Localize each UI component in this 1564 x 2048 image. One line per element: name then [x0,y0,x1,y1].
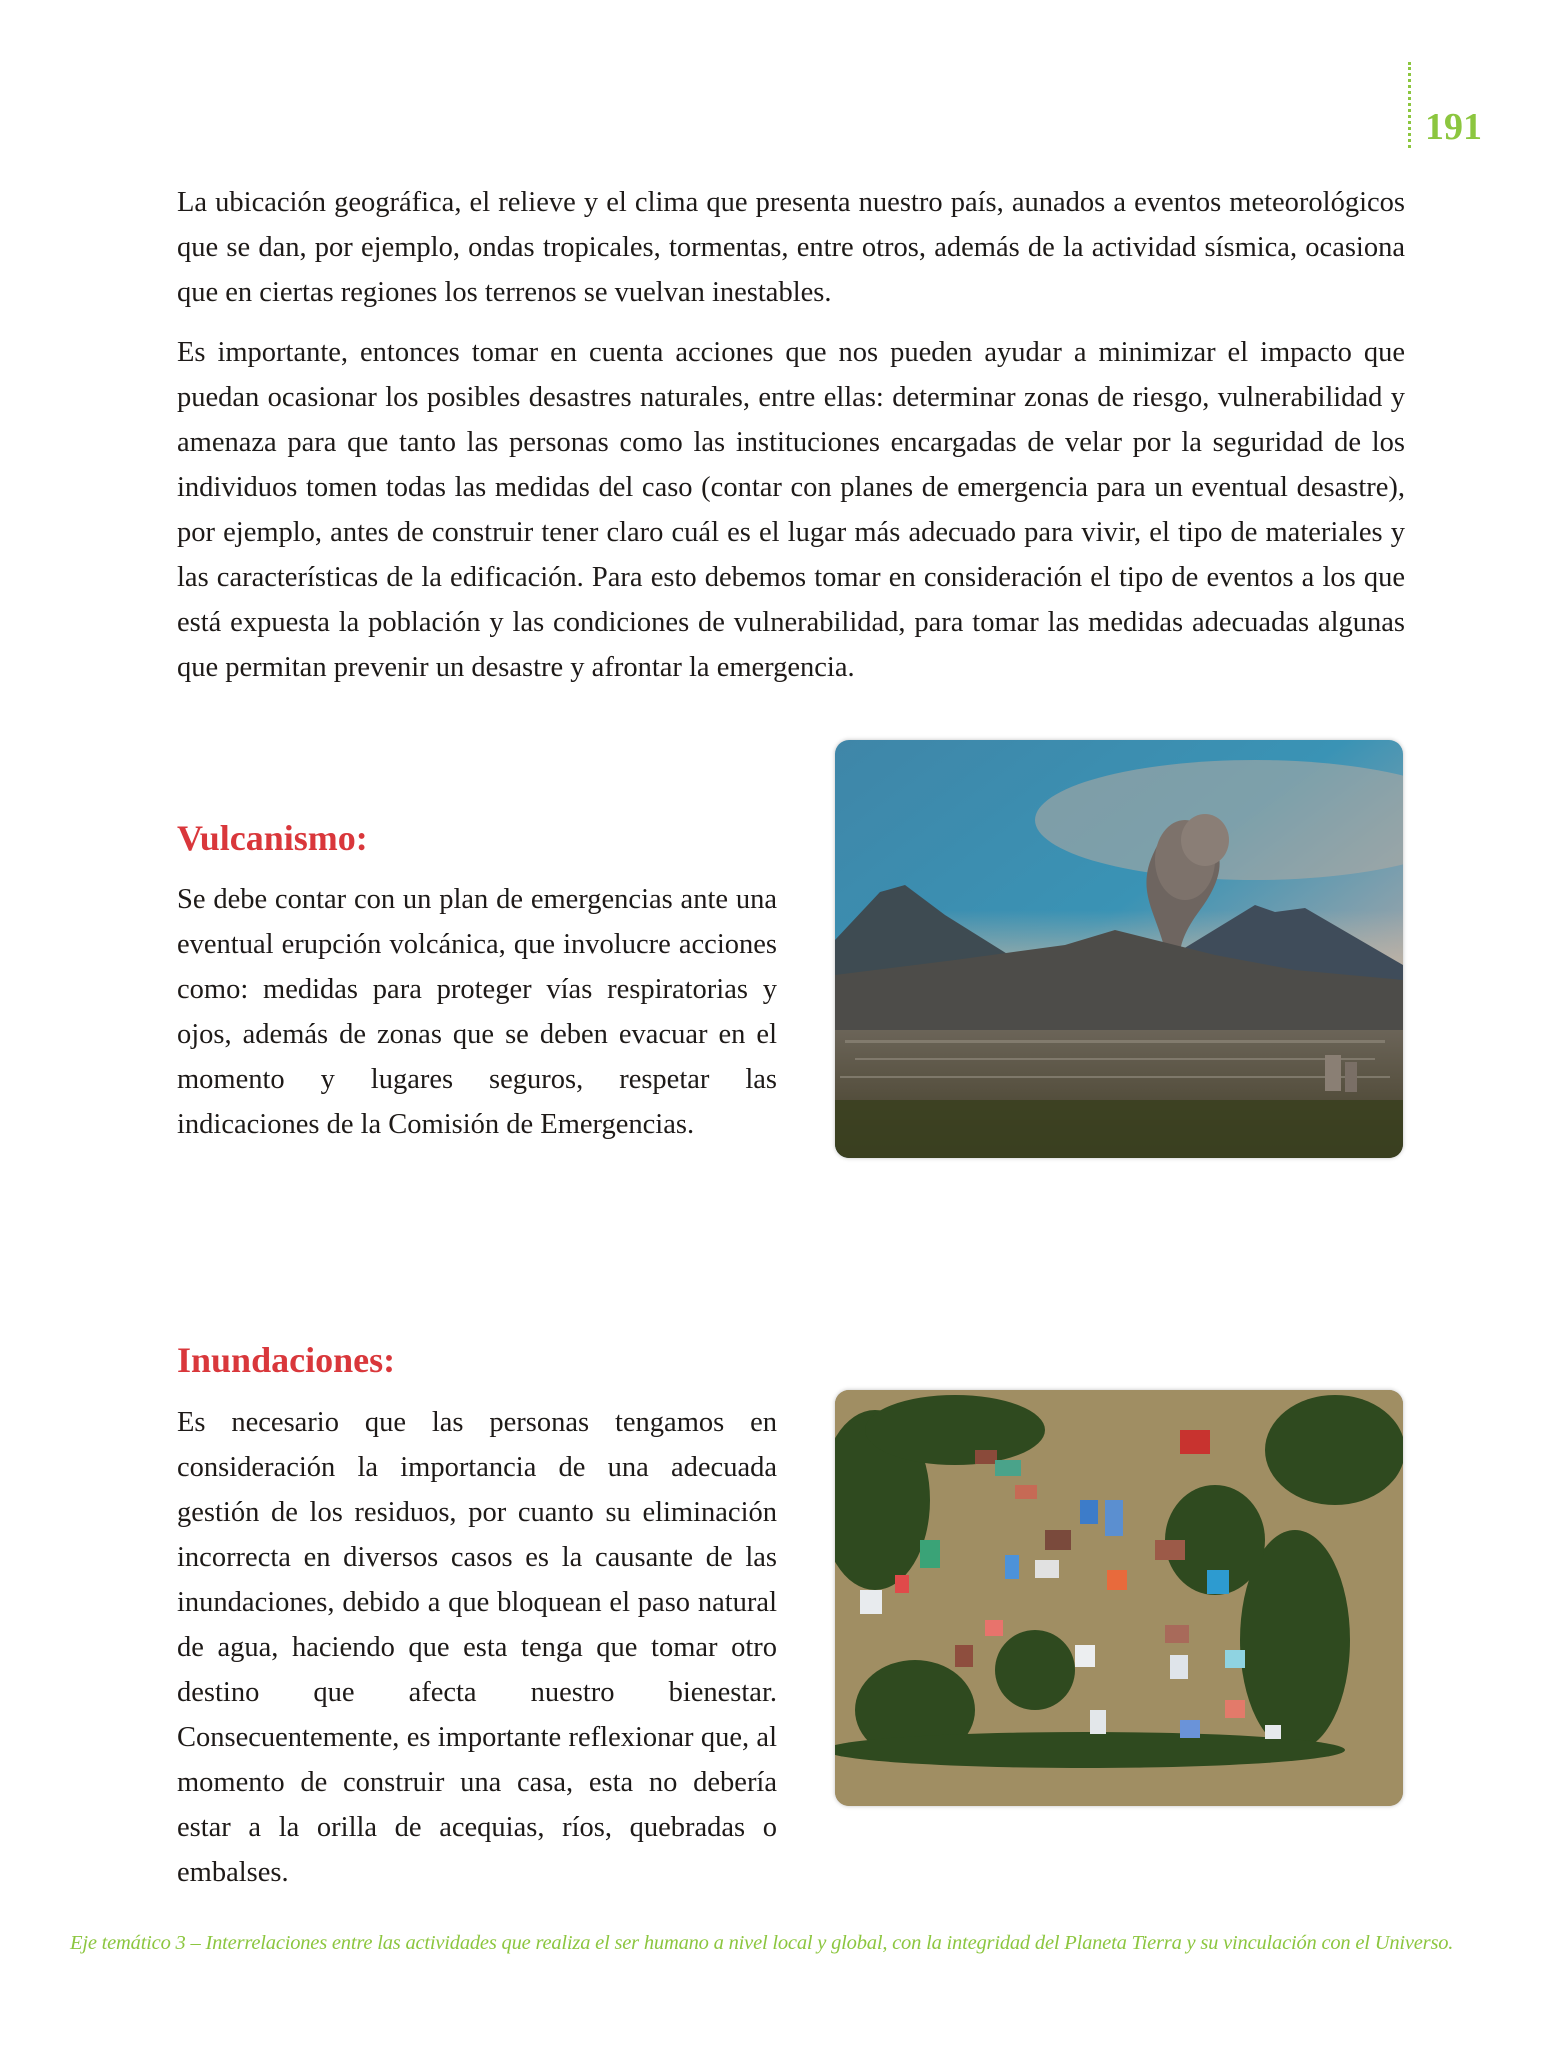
intro-paragraph-2: Es importante, entonces tomar en cuenta acciones que nos pueden ayudar a minimizar el impacto que puedan ocasionar los posibles desastres naturales, entre ellas: determinar zonas de riesgo, vulnerabilidad y amenaza para que tanto las personas como las instituciones encargadas de velar por la seguridad de los individuos tomen todas las medidas del caso (contar con planes de emergencia para un eventual desastre), por ejemplo, antes de construir tener claro cuál es el lugar más adecuado para vivir, el tipo de materiales y las características de la edificación. Para esto debemos tomar en consideración el tipo de eventos a los que está expuesta la población y las condiciones de vulnerabilidad, para tomar las medidas adecuadas algunas que permitan prevenir un desastre y afrontar la emergencia. [177,337,1405,683]
footer-theme-line: Eje temático 3 – Interrelaciones entre las actividades que realiza el ser humano a nivel local y global, con la integridad del Planeta Tierra y su vinculación con el Universo. [70,1932,1454,1954]
flooded-houses-icon [835,1390,1403,1806]
page-number-rule [1408,62,1482,148]
page-number: 191 [1425,106,1482,148]
flooded-village-aerial-photo [835,1390,1403,1806]
section-heading-inundaciones: Inundaciones: [177,1340,396,1380]
section-body-inundaciones: Es necesario que las personas tengamos en consideración la importancia de una adecuada gestión de los residuos, por cuanto su eliminación incorrecta en diversos casos es la causante de las inundaciones, debido a que bloquean el paso natural de agua, haciendo que esta tenga que tomar otro destino que afecta nuestro bienestar. Consecuentemente, es importante reflexionar que, al momento de construir una casa, esta no debería estar a la orilla de acequias, ríos, quebradas o embalses. [177,1407,777,1888]
intro-paragraph-1: La ubicación geográfica, el relieve y el clima que presenta nuestro país, aunados a eventos meteorológicos que se dan, por ejemplo, ondas tropicales, tormentas, entre otros, además de la actividad sísmica, ocasiona que en ciertas regiones los terrenos se vuelvan inestables. [177,187,1405,308]
volcano-landscape-icon [835,740,1403,1158]
volcano-eruption-photo [835,740,1403,1158]
section-heading-vulcanismo: Vulcanismo: [177,818,368,858]
section-body-vulcanismo: Se debe contar con un plan de emergencias ante una eventual erupción volcánica, que involucre acciones como: medidas para proteger vías respiratorias y ojos, además de zonas que se deben evacuar en el momento y lugares seguros, respetar las indicaciones de la Comisión de Emergencias. [177,884,777,1140]
